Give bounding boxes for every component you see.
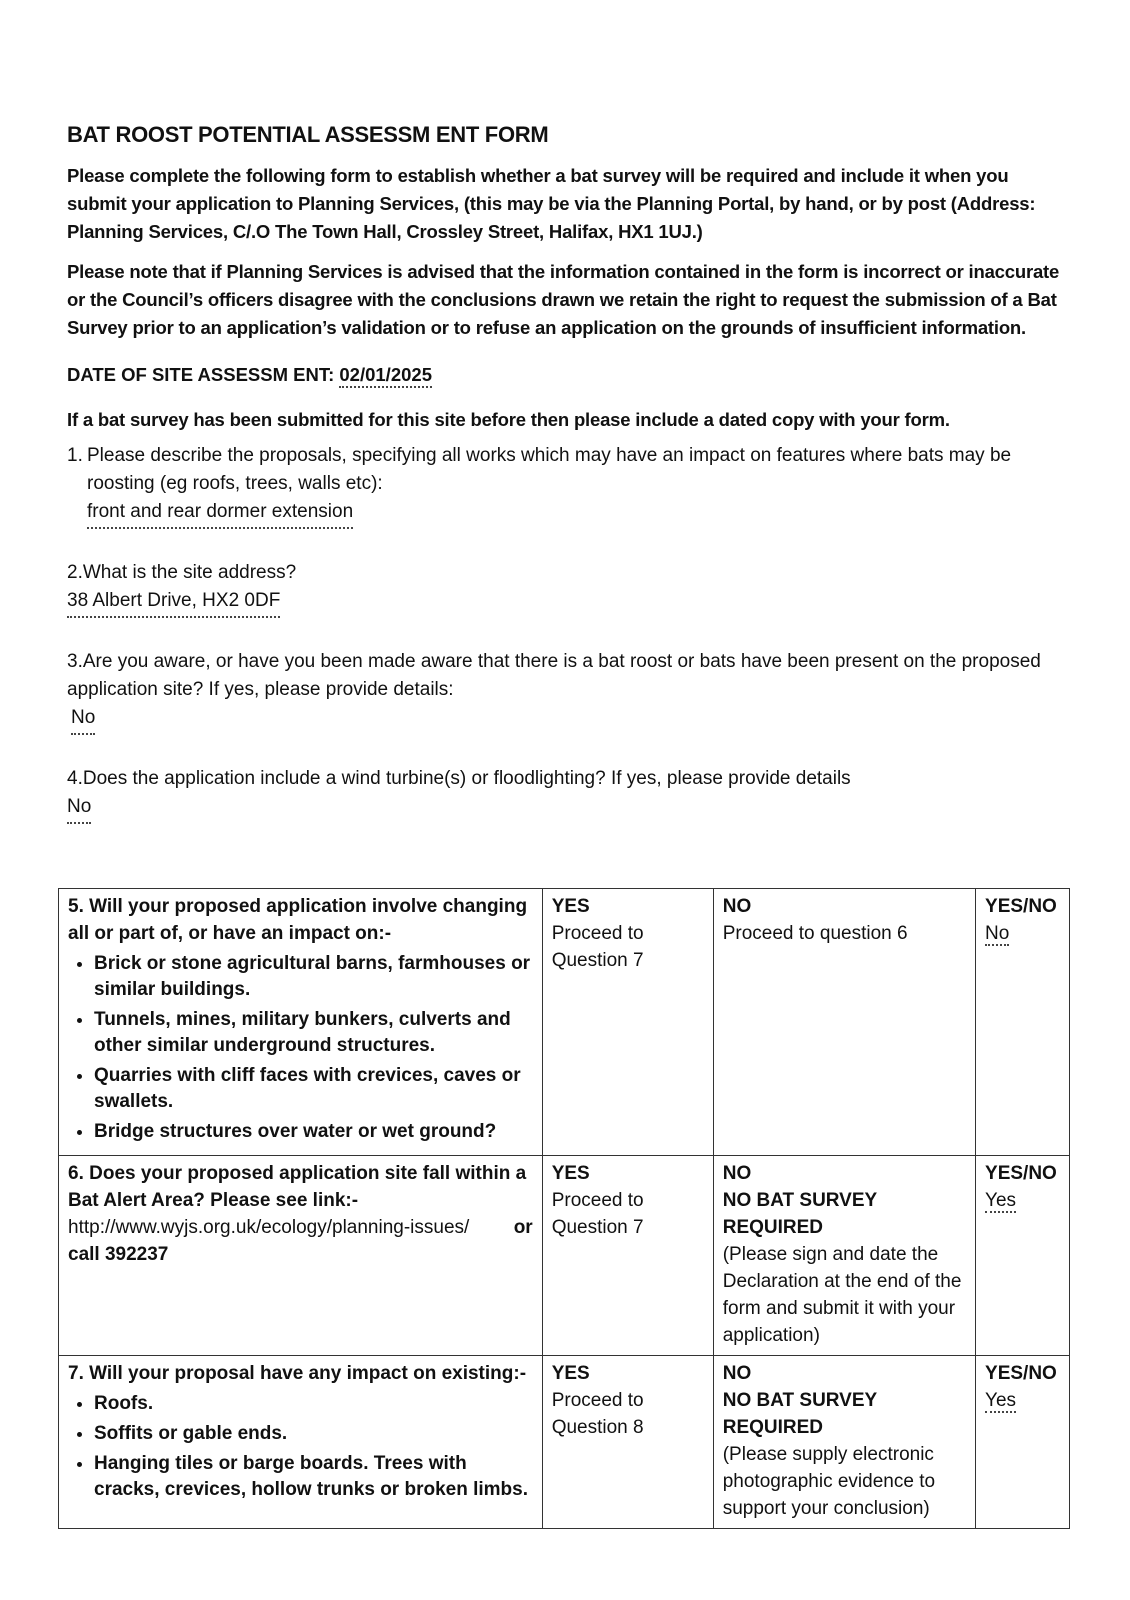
q5-answer[interactable]: No [985, 923, 1010, 944]
table-row-q7 [59, 1356, 1070, 1529]
q6-yes-cell [542, 1156, 713, 1356]
q6-no-cell [713, 1156, 975, 1356]
q7-yes-head: YES [551, 1363, 590, 1384]
intro-paragraph-1: Please complete the following form to establish whether a bat survey will be required and include it when you submit your application to Planning Services, (this may be via the Planning Portal, by hand, or by post (Address: Planning Services, C/.O The Town Hall, Crossley Street, Halifax, HX1 1UJ.) [67, 165, 1036, 242]
q6-no-sub: NO BAT SURVEY REQUIRED [722, 1190, 877, 1238]
q7-no-sub: NO BAT SURVEY REQUIRED [722, 1390, 877, 1438]
q3-text: 3.Are you aware, or have you been made aware that there is a bat roost or bats have been present on the proposed application site? If yes, please provide details: [67, 651, 1041, 700]
q7-no-text: (Please supply electronic photographic evidence to support your conclusion) [722, 1444, 936, 1519]
q5-bullet: • Brick or stone agricultural barns, farmhouses or similar buildings. [94, 951, 533, 1003]
q6-or: or [513, 1217, 533, 1238]
form-title: BAT ROOST POTENTIAL ASSESSM ENT FORM [67, 122, 549, 147]
q5-no-cell [713, 889, 975, 1156]
q6-answer[interactable]: Yes [985, 1190, 1017, 1211]
q6-answer-cell [976, 1156, 1070, 1356]
q7-no-cell [713, 1356, 975, 1529]
question-2 [67, 559, 1067, 618]
q5-yes-cell [542, 889, 713, 1156]
q7-bullet-list [68, 1391, 533, 1503]
q1-number: 1. [67, 445, 83, 466]
q7-yes-cell [542, 1356, 713, 1529]
q6-question: 6. Does your proposed application site fall within a Bat Alert Area? Please see link:- [68, 1163, 527, 1211]
q5-bullet: • Bridge structures over water or wet ground? [94, 1119, 533, 1145]
table-row-q6 [59, 1156, 1070, 1356]
date-value[interactable]: 02/01/2025 [339, 364, 432, 388]
q7-bullet: • Soffits or gable ends. [94, 1421, 533, 1447]
q2-text: 2.What is the site address? [67, 562, 297, 583]
intro-paragraph-2: Please note that if Planning Services is advised that the information contained in the form is incorrect or inaccurate or the Council’s officers disagree with the conclusions drawn we retain the right to request the submission of a Bat Survey prior to an application’s validation or to refuse an application on the grounds of insufficient information. [67, 261, 1060, 338]
q5-question-cell [59, 889, 543, 1156]
questions-table [58, 888, 1070, 1529]
table-row-q5 [59, 889, 1070, 1156]
q7-question: 7. Will your proposal have any impact on existing:- [68, 1363, 527, 1384]
q6-yn-head: YES/NO [985, 1163, 1057, 1184]
q5-bullet-list [68, 951, 533, 1145]
q5-answer-cell [976, 889, 1070, 1156]
q6-link-line [68, 1214, 533, 1241]
q5-bullet: • Tunnels, mines, military bunkers, culverts and other similar underground structures. [94, 1007, 533, 1059]
q6-yes-head: YES [551, 1163, 590, 1184]
question-3 [67, 648, 1067, 735]
assessment-date [67, 364, 1067, 386]
q1-answer[interactable]: front and rear dormer extension [87, 498, 353, 529]
q6-no-text: (Please sign and date the Declaration at the end of the form and submit it with your application) [722, 1244, 962, 1346]
q5-question: 5. Will your proposed application involve changing all or part of, or have an impact on:- [68, 896, 528, 944]
q7-yn-head: YES/NO [985, 1363, 1057, 1384]
q6-yes-text: Proceed to Question 7 [551, 1190, 644, 1238]
q5-no-text: Proceed to question 6 [722, 923, 908, 944]
q7-bullet: • Roofs. [94, 1391, 533, 1417]
q7-no-head: NO [722, 1363, 752, 1384]
q5-yes-head: YES [551, 896, 590, 917]
q5-bullet: • Quarries with cliff faces with crevices, caves or swallets. [94, 1063, 533, 1115]
q5-yes-text: Proceed to Question 7 [551, 923, 644, 971]
q6-question-cell [59, 1156, 543, 1356]
date-label: DATE OF SITE ASSESSM ENT: [67, 364, 335, 385]
q4-text: 4.Does the application include a wind turbine(s) or floodlighting? If yes, please provide details [67, 768, 851, 789]
q7-yes-text: Proceed to Question 8 [551, 1390, 644, 1438]
q2-answer[interactable]: 38 Albert Drive, HX2 0DF [67, 587, 280, 618]
q7-answer-cell [976, 1356, 1070, 1529]
form-page [67, 118, 1067, 824]
question-4 [67, 765, 1067, 824]
q6-link[interactable]: http://www.wyjs.org.uk/ecology/planning-issues/ [68, 1217, 470, 1238]
survey-note: If a bat survey has been submitted for this site before then please include a dated copy with your form. [67, 409, 950, 430]
q4-answer[interactable]: No [67, 793, 91, 824]
q6-no-head: NO [722, 1163, 752, 1184]
q1-text: Please describe the proposals, specifying all works which may have an impact on features where bats may be roosting (eg roofs, trees, walls etc): [87, 445, 1012, 494]
q7-bullet: • Hanging tiles or barge boards. Trees with cracks, crevices, hollow trunks or broken limbs. [94, 1451, 533, 1503]
q7-question-cell [59, 1356, 543, 1529]
q6-call: call 392237 [68, 1244, 169, 1265]
q7-answer[interactable]: Yes [985, 1390, 1017, 1411]
question-1 [67, 442, 1067, 529]
q3-answer[interactable]: No [71, 704, 95, 735]
q5-no-head: NO [722, 896, 752, 917]
q5-yn-head: YES/NO [985, 896, 1057, 917]
